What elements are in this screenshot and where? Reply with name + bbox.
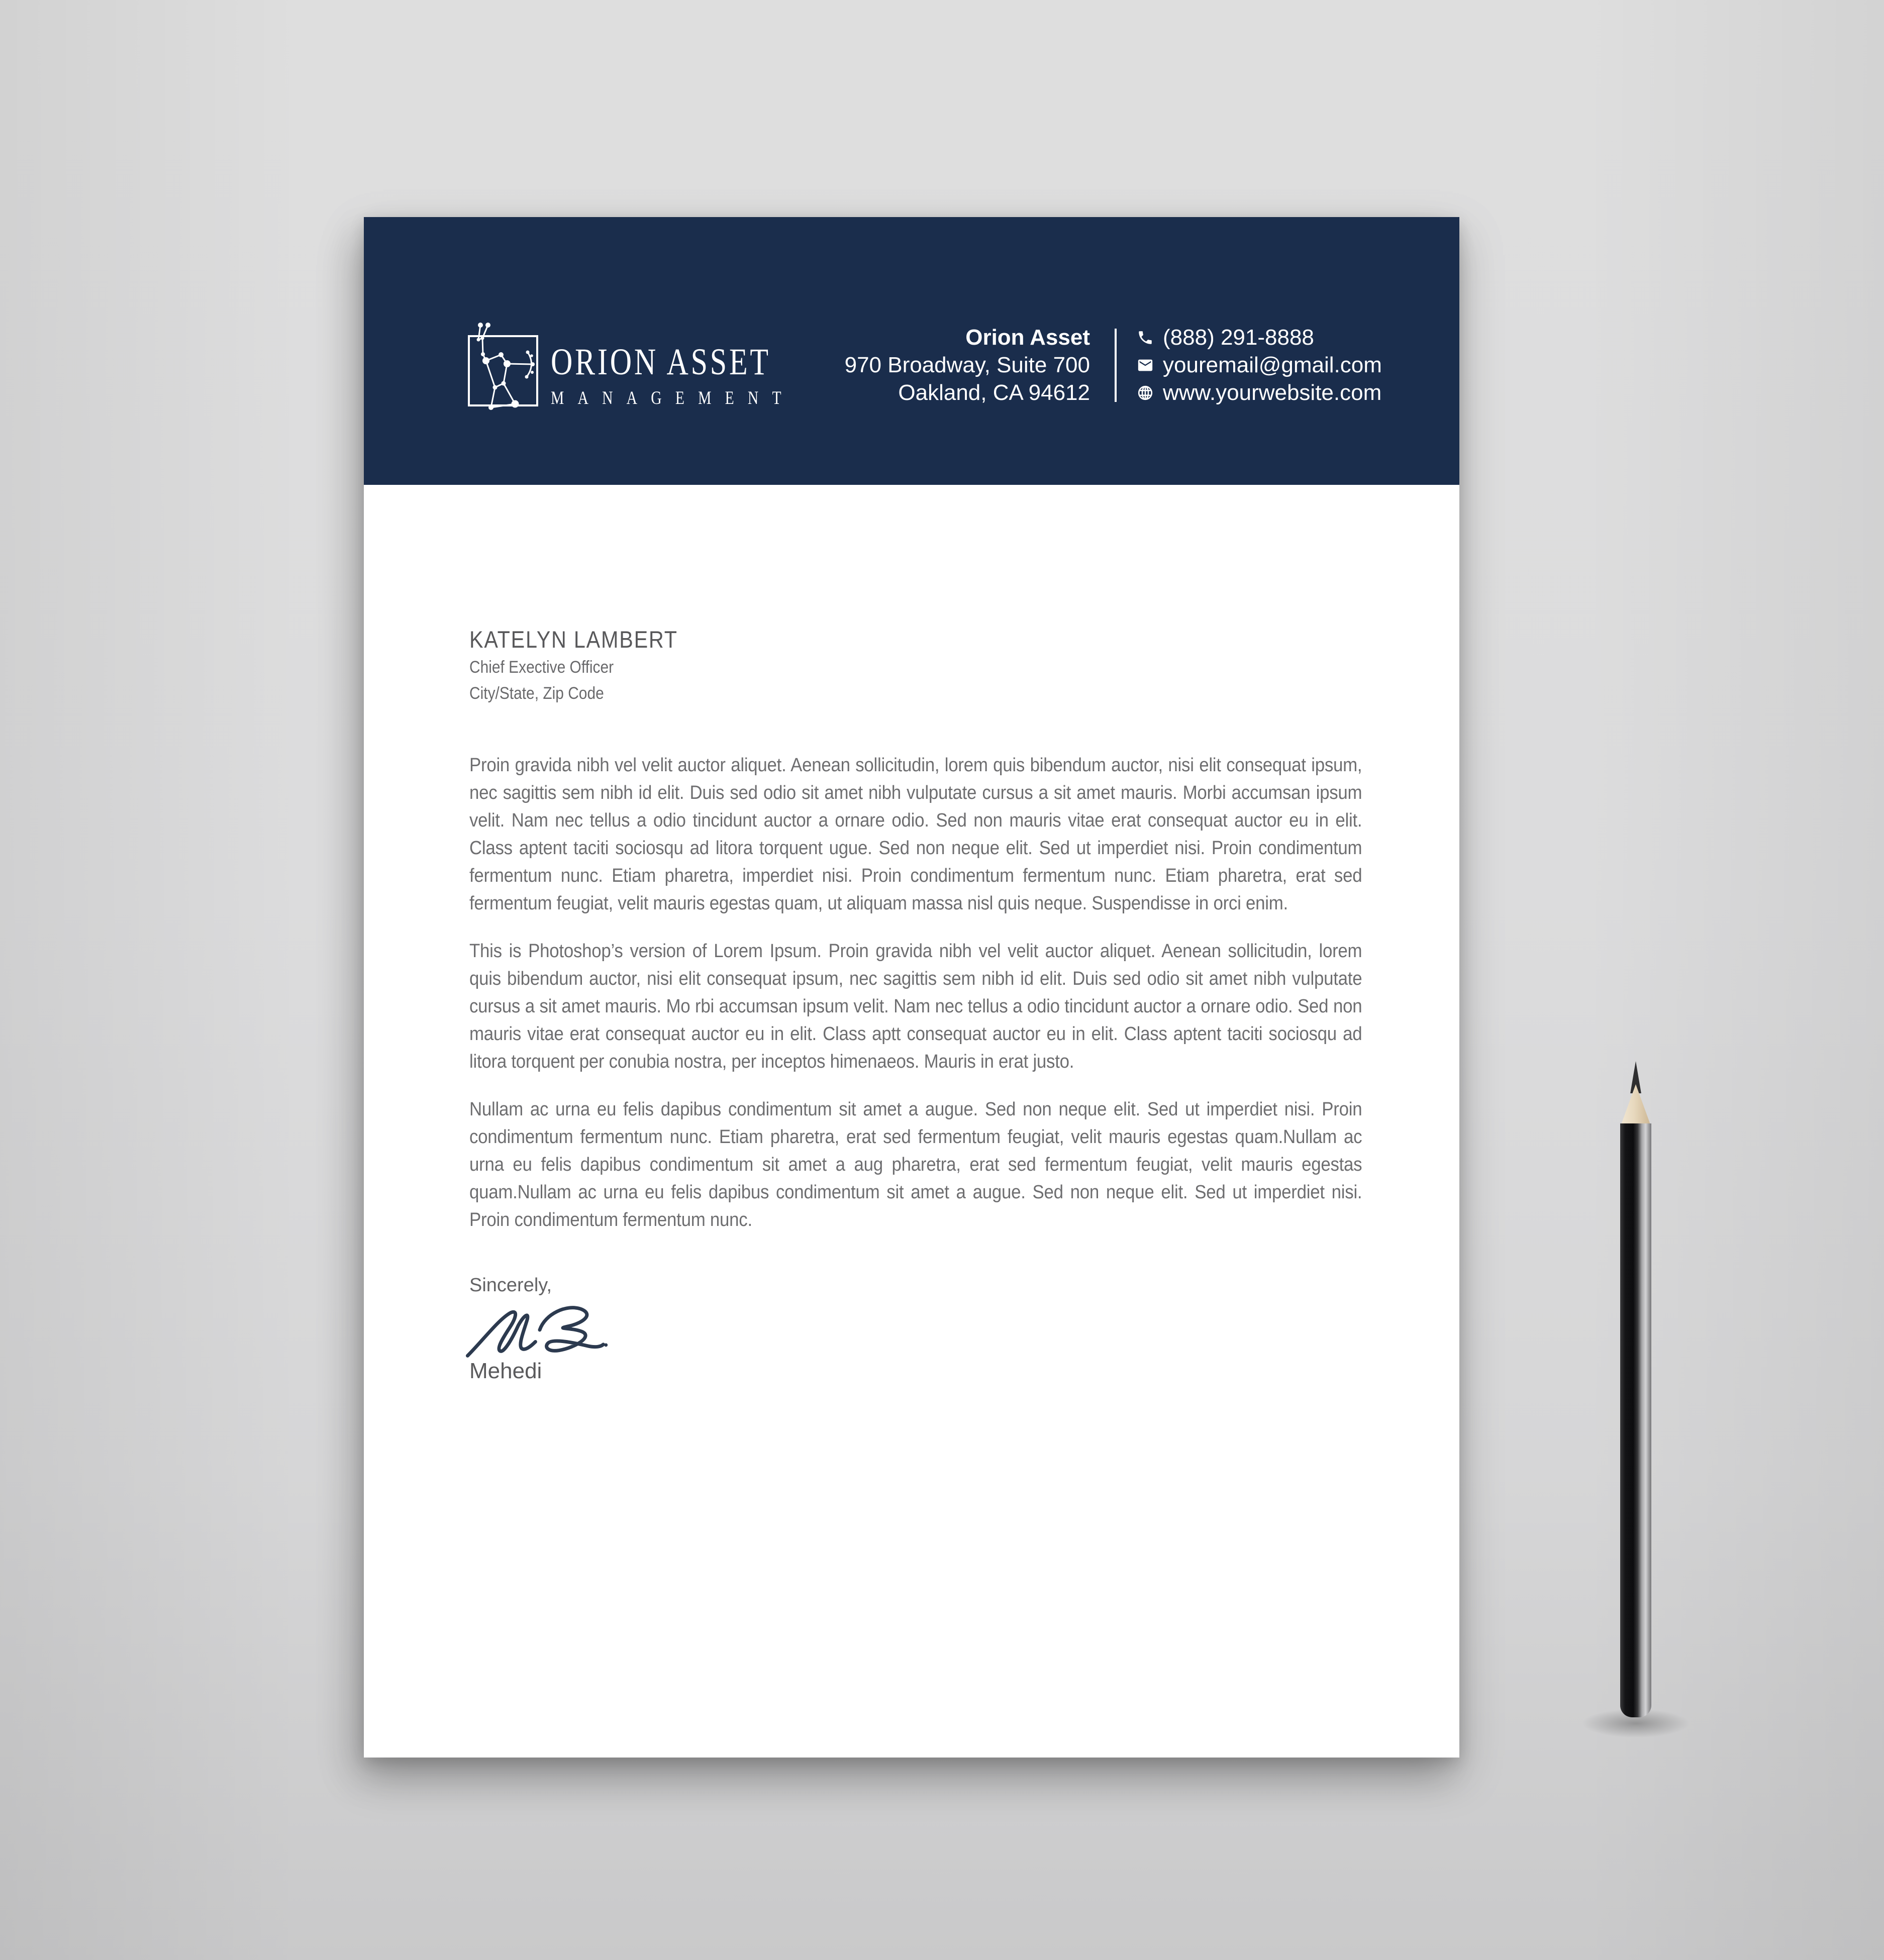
contact-block: [1137, 324, 1382, 406]
email-icon: [1137, 357, 1154, 374]
closing-salutation: Sincerely,: [469, 1275, 552, 1296]
email-address: youremail@gmail.com: [1163, 353, 1382, 377]
body-paragraph-1: Proin gravida nibh vel velit auctor aliquet. Aenean sollicitudin, lorem quis bibendum auctor, nisi elit consequat ipsum, nec sagittis sem nibh id elit. Duis sed odio sit amet nibh vulputate cursus a sit amet mauris. Morbi accumsan ipsum velit. Nam nec tellus a odio tincidunt auctor a ornare odio. Sed non mauris vitae erat consequat auctor eu in elit. Class aptent taciti sociosqu ad litora torquent ugue. Sed non neque elit. Sed ut imperdiet nisi. Proin condimentum fermentum nunc. Etiam pharetra, imperdiet nisi. Proin condimentum fermentum nunc. Etiam pharetra, erat sed fermentum feugiat, velit mauris egestas quam, ut aliquam massa nisl quis neque. Suspendisse in orci enim.: [469, 755, 1362, 914]
phone-icon: [1137, 329, 1154, 346]
company-address-block: [845, 324, 1090, 406]
header-divider: [1115, 329, 1117, 402]
letter-document: [364, 217, 1459, 1758]
logo-subtitle: MANAGEMENT: [551, 388, 795, 408]
orion-constellation-icon: [467, 323, 540, 419]
pencil-wood-cone: [1621, 1084, 1650, 1124]
closing-block: [469, 1273, 552, 1297]
body-paragraph-2: This is Photoshop’s version of Lorem Ipsum. Proin gravida nibh vel velit auctor aliquet. Aenean sollicitudin, lorem quis bibendum auctor, nisi elit consequat ipsum, nec sagittis sem nibh id elit. Duis sed odio sit amet nibh vulputate cursus a sit amet mauris. Mo rbi accumsan ipsum velit. Nam nec tellus a odio tincidunt auctor a ornare odio. Sed non mauris vitae erat consequat auctor eu in elit. Class aptt consequat auctor eu in elit. Class aptent taciti sociosqu ad litora torquent per conubia nostra, per inceptos himenaeos. Mauris in erat justo.: [469, 941, 1362, 1072]
letter-body: [469, 752, 1362, 1254]
recipient-name: KATELYN LAMBERT: [469, 626, 678, 653]
signature-name: Mehedi: [469, 1359, 542, 1383]
pencil-body: [1620, 1123, 1651, 1717]
recipient-block: [469, 625, 678, 706]
signature-scribble: [464, 1295, 615, 1366]
body-paragraph-3: Nullam ac urna eu felis dapibus condimentum sit amet a augue. Sed non neque elit. Sed ut imperdiet nisi. Proin condimentum fermentum nunc. Etiam pharetra, erat sed fermentum feugiat, velit mauris egestas quam.Nullam ac urna eu felis dapibus condimentum sit amet a aug pharetra, erat sed fermentum feugiat, velit mauris egestas quam.Nullam ac urna eu felis dapibus condimentum sit amet a augue. Sed non neque elit. Sed ut imperdiet nisi. Proin condimentum fermentum nunc.: [469, 1099, 1362, 1230]
website-url: www.yourwebsite.com: [1163, 380, 1382, 405]
email-row: [1137, 351, 1382, 379]
address-line-2: Oakland, CA 94612: [898, 380, 1090, 405]
website-row: [1137, 379, 1382, 406]
recipient-title: Chief Exective Officer: [469, 658, 614, 677]
company-name: Orion Asset: [965, 325, 1090, 350]
address-line-1: 970 Broadway, Suite 700: [844, 353, 1090, 377]
phone-number: (888) 291-8888: [1163, 325, 1314, 350]
pencil: [1620, 1061, 1651, 1717]
recipient-location: City/State, Zip Code: [469, 684, 604, 703]
letterhead-header: [364, 217, 1459, 485]
logo-title: ORION ASSET: [551, 341, 771, 383]
phone-row: [1137, 324, 1382, 351]
logo-wordmark: [551, 343, 795, 410]
globe-icon: [1137, 384, 1154, 401]
